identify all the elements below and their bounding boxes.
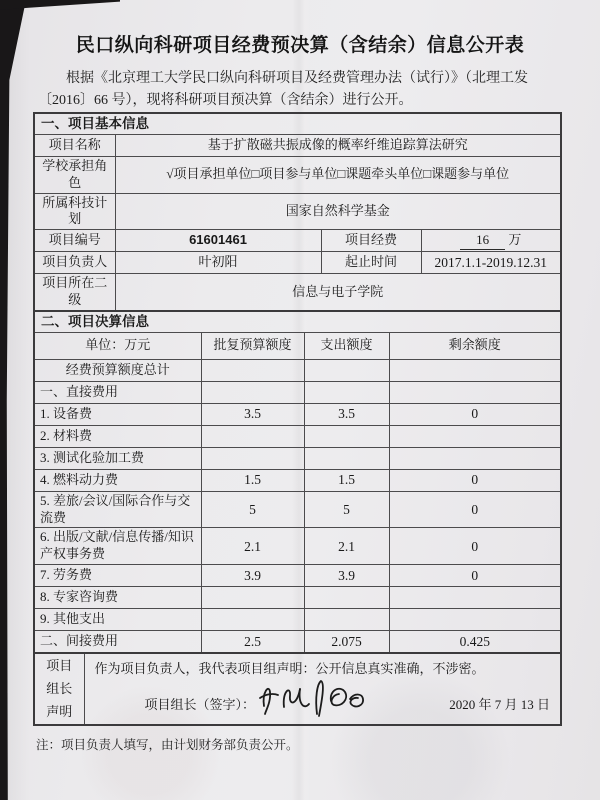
budget-row-spent	[304, 587, 389, 609]
budget-header-spent: 支出额度	[304, 332, 389, 359]
budget-row-remaining: 0	[389, 528, 561, 565]
budget-row-remaining	[389, 425, 561, 447]
budget-row-approved	[201, 359, 304, 381]
declaration-row	[34, 653, 561, 725]
budget-row-remaining: 0	[389, 565, 561, 587]
budget-row-label: 4. 燃料动力费	[34, 469, 201, 491]
period-value: 2017.1.1-2019.12.31	[421, 252, 561, 274]
budget-row-spent	[304, 447, 389, 469]
dept-value: 信息与电子学院	[115, 274, 561, 311]
project-name-value: 基于扩散磁共振成像的概率纤维追踪算法研究	[115, 134, 561, 156]
table-row	[34, 113, 561, 134]
role-label: 学校承担角色	[34, 156, 115, 193]
budget-row-approved	[201, 609, 304, 631]
budget-row-label: 1. 设备费	[34, 403, 201, 425]
budget-row-approved: 3.5	[201, 403, 304, 425]
budget-row-label: 3. 测试化验加工费	[34, 447, 201, 469]
declaration-content	[84, 653, 561, 725]
budget-header-approved: 批复预算额度	[201, 332, 304, 359]
budget-row-approved: 3.9	[201, 565, 304, 587]
budget-row-approved: 2.1	[201, 528, 304, 565]
budget-row-label: 7. 劳务费	[34, 565, 201, 587]
project-number-label: 项目编号	[34, 230, 115, 252]
role-value: √项目承担单位□项目参与单位□课题牵头单位□课题参与单位	[115, 156, 561, 193]
budget-row-approved	[201, 425, 304, 447]
budget-row-remaining	[389, 381, 561, 403]
funds-value: 16 万	[421, 230, 561, 252]
program-value: 国家自然科学基金	[115, 193, 561, 230]
budget-row-label: 5. 差旅/会议/国际合作与交流费	[34, 491, 201, 528]
budget-row	[34, 528, 561, 565]
declaration-table	[33, 652, 562, 726]
page-title: 民口纵向科研项目经费预决算（含结余）信息公开表	[75, 35, 525, 56]
budget-row	[34, 609, 561, 631]
budget-row-remaining	[389, 587, 561, 609]
leader-label: 项目负责人	[34, 252, 115, 274]
budget-row-spent	[304, 359, 389, 381]
table-row	[34, 156, 561, 193]
basic-info-section-title: 一、项目基本信息	[34, 113, 561, 134]
table-row	[34, 134, 561, 156]
budget-row-label: 2. 材料费	[34, 425, 201, 447]
budget-row-approved	[201, 381, 304, 403]
budget-row-label: 经费预算额度总计	[34, 359, 201, 381]
table-row	[34, 193, 561, 230]
budget-row	[34, 425, 561, 447]
budget-table	[33, 310, 562, 654]
budget-row-approved	[201, 447, 304, 469]
intro-line-1: 根据《北京理工大学民口纵向科研项目及经费管理办法（试行）》（北理工发	[66, 71, 528, 86]
budget-row-spent: 3.5	[304, 403, 389, 425]
budget-row-label: 一、直接费用	[34, 381, 201, 403]
budget-row	[34, 587, 561, 609]
budget-row-label: 8. 专家咨询费	[34, 587, 201, 609]
funds-label: 项目经费	[321, 230, 421, 252]
photo-dark-edge-left	[0, 0, 26, 800]
budget-row-spent: 5	[304, 491, 389, 528]
period-label: 起止时间	[321, 252, 421, 274]
budget-row-approved: 5	[201, 491, 304, 528]
budget-row-remaining: 0	[389, 469, 561, 491]
table-row	[34, 252, 561, 274]
budget-row-remaining: 0.425	[389, 631, 561, 654]
budget-row	[34, 565, 561, 587]
declaration-label: 项目 组长 声明	[34, 653, 84, 725]
budget-row-approved	[201, 587, 304, 609]
budget-row	[34, 447, 561, 469]
project-number-value: 61601461	[115, 230, 321, 252]
budget-row-spent: 3.9	[304, 565, 389, 587]
intro-paragraph	[38, 68, 564, 112]
dept-label: 项目所在二级	[34, 274, 115, 311]
budget-header-remaining: 剩余额度	[389, 332, 561, 359]
leader-value: 叶初阳	[115, 252, 321, 274]
budget-row-spent: 2.075	[304, 631, 389, 654]
budget-row-label: 9. 其他支出	[34, 609, 201, 631]
table-row	[34, 311, 561, 332]
budget-row-spent	[304, 425, 389, 447]
budget-section-title: 二、项目决算信息	[34, 311, 561, 332]
budget-row-remaining: 0	[389, 491, 561, 528]
budget-row	[34, 381, 561, 403]
signature-scribble-icon	[257, 676, 369, 718]
table-row	[34, 230, 561, 252]
budget-row-remaining	[389, 359, 561, 381]
declaration-statement: 作为项目负责人，我代表项目组声明：公开信息真实准确，不涉密。	[94, 661, 485, 677]
budget-row-remaining	[389, 609, 561, 631]
signature-label: 项目组长（签字）：	[144, 697, 256, 713]
budget-row	[34, 631, 561, 654]
table-row	[34, 274, 561, 311]
intro-line-2: 〔2016〕66 号），现将科研项目预决算（含结余）进行公开。	[38, 93, 413, 109]
budget-row-remaining: 0	[389, 403, 561, 425]
footnote: 注：项目负责人填写，由计划财务部负责公开。	[36, 738, 299, 753]
signature-date: 2020 年 7 月 13 日	[449, 697, 550, 713]
budget-row-approved: 2.5	[201, 631, 304, 654]
budget-row-approved: 1.5	[201, 469, 304, 491]
budget-row	[34, 403, 561, 425]
budget-header-row	[34, 332, 561, 359]
budget-row-spent: 2.1	[304, 528, 389, 565]
budget-row-remaining	[389, 447, 561, 469]
basic-info-table	[33, 112, 562, 312]
budget-row-label: 二、间接费用	[34, 631, 201, 654]
signature-row	[145, 692, 551, 718]
budget-row-label: 6. 出版/文献/信息传播/知识产权事务费	[34, 528, 201, 565]
program-label: 所属科技计划	[34, 193, 115, 230]
budget-row	[34, 491, 561, 528]
budget-row-spent	[304, 381, 389, 403]
project-name-label: 项目名称	[34, 134, 115, 156]
budget-row-spent	[304, 609, 389, 631]
photo-dark-edge-top	[0, 0, 120, 10]
budget-row	[34, 469, 561, 491]
budget-row	[34, 359, 561, 381]
budget-header-unit: 单位：万元	[34, 332, 201, 359]
budget-row-spent: 1.5	[304, 469, 389, 491]
